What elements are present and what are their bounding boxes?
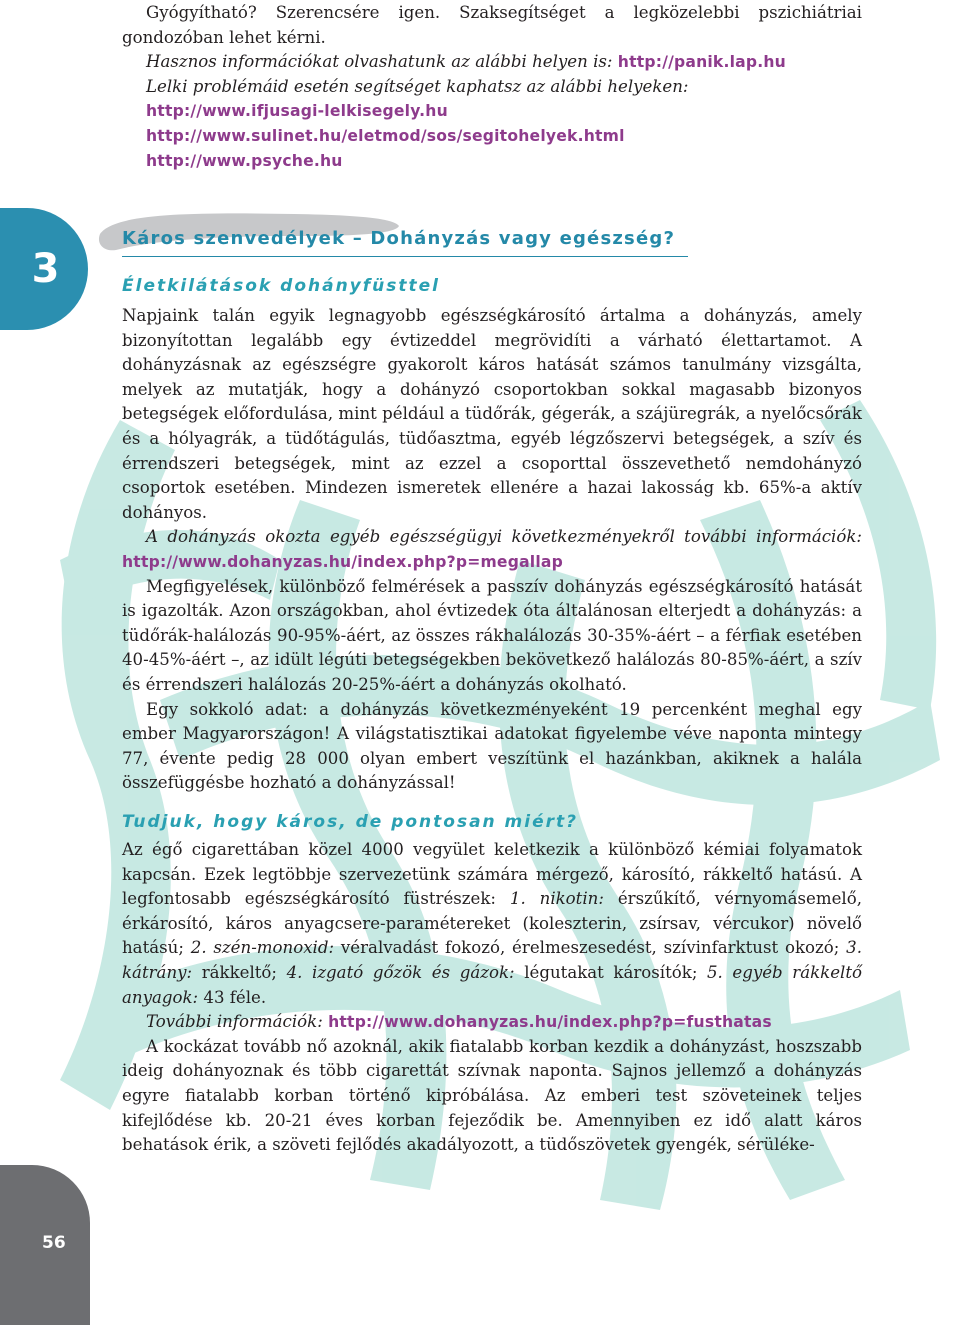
more-info-label-1: A dohányzás okozta egyéb egészségügyi következményekről további információk: (146, 527, 862, 547)
info-label: Hasznos információkat olvashatunk az alábbi helyen is: (146, 52, 613, 72)
item-katrany: 3. kátrány: (122, 938, 862, 982)
chapter-title-underline (122, 256, 688, 257)
dohanyzas-megallap-link[interactable]: http://www.dohanyzas.hu/index.php?p=megallap (122, 552, 563, 571)
help-label: Lelki problémáid esetén segítséget kaphatsz az alábbi helyeken: (146, 76, 689, 96)
section2-paragraph-1: Az égő cigarettában közel 4000 vegyület keletkezik a különböző kémiai folyamatok kapcsán. Ezek legtöbbje szervezetünk számára mérgező, károsító, rákkeltő hatású. A legfontosabb egészségkárosító füstrészek: 1. nikotin: érszűkítő, vérnyomásemelő, érkárosító, káros anyagcsere-paramétereket (koleszterin, zsírsav, vércukor) növelő hatású; 2. szén-monoxid: véralvadást fokozó, érelmeszesedést, szívinfarktust okozó; 3. kátrány: rákkeltő; 4. izgató gőzök és gázok: légutakat károsítók; 5. egyéb rákkeltő anyagok: 43 féle. (122, 840, 862, 1007)
dohanyzas-fusthatas-link[interactable]: http://www.dohanyzas.hu/index.php?p=fusthatas (328, 1013, 772, 1032)
panik-link[interactable]: http://panik.lap.hu (617, 53, 786, 72)
item-szen-monoxid: 2. szén-monoxid: (190, 938, 335, 958)
page-number-badge (0, 1165, 90, 1325)
section2-paragraph-last: A kockázat tovább nő azoknál, akik fiatalabb korban kezdik a dohányzást, hoszszabb ideig dohányoznak és több cigarettát szívnak naponta. Sajnos jellemző a dohányzás egyre fiatalabb korban történő kipróbálása. Az emberi test szöveteinek teljes kifejlődése kb. 20-21 éves korban fejeződik be. Amennyiben ez idő alatt káros behatások érik, a szöveti fejlődés akadályozott, a tüdőszövetek gyengék, sérüléke- (122, 1036, 862, 1155)
section-heading-tudjuk: Tudjuk, hogy káros, de pontosan miért? (122, 812, 579, 832)
psyche-link[interactable]: http://www.psyche.hu (146, 151, 343, 170)
info-line (122, 50, 862, 75)
ifjusagi-link[interactable]: http://www.ifjusagi-lelkisegely.hu (146, 102, 448, 121)
more-info-line-2 (122, 1010, 862, 1035)
item-izgato-gozok: 4. izgató gőzök és gázok: (286, 962, 515, 982)
page-number: 56 (42, 1233, 66, 1253)
section-heading-eletkilatasok: Életkilátások dohányfüsttel (122, 276, 440, 296)
chapter-number: 3 (31, 246, 60, 292)
more-info-line-1 (122, 525, 862, 574)
item-egyeb-rakkelto: 5. egyéb rákkeltő anyagok: (122, 962, 862, 1007)
section1-paragraph-2: Megfigyelések, különböző felmérések a passzív dohányzás egészségkárosító hatását is igazolták. Azon országokban, ahol évtizedek óta általánosan elterjedt a dohányzás: a tüdőrák-halálozás 90-95%-áért, az összes rákhalálozás 30-35%-áért – a férfiak esetében 40-45%-áért –, az idült légúti betegségekben bekövetkező halálozás 80-85%-áért, a szív és érrendszeri halálozás 20-25%-áért a dohányzás okolható. (122, 576, 862, 694)
sulinet-link[interactable]: http://www.sulinet.hu/eletmod/sos/segitohelyek.html (146, 126, 625, 145)
intro-paragraph: Gyógyítható? Szerencsére igen. Szaksegítséget a legközelebbi pszichiátriai gondozóban lehet kérni. (122, 3, 862, 47)
section1-paragraph-1: Napjaink talán egyik legnagyobb egészségkárosító ártalma a dohányzás, amely bizonyítottan legalább egy évtizeddel megrövidíti a várható élettartamot. A dohányzásnak az egészségre gyakorolt káros hatását számos tanulmány vizsgálta, melyek az mutatják, hogy a dohányzó csoportokban sokkal magasabb bizonyos betegségek előfordulása, mint például a tüdőrák, gégerák, a szájüregrák, a nyelőcsőrák és a hólyagrák, a tüdőtágulás, tüdőasztma, egyéb légzőszervi betegségek, a szív és érrendszeri betegségek, mint az ezzel a csoporttal összevethető nemdohányzó csoportok esetében. Mindezen ismeretek ellenére a hazai lakosság kb. 65%-a aktív dohányos. (122, 306, 862, 522)
more-info-label-2: További információk: (146, 1012, 323, 1032)
chapter-title: Káros szenvedélyek – Dohányzás vagy egészség? (122, 228, 676, 249)
section1-paragraph-3: Egy sokkoló adat: a dohányzás következményeként 19 percenként meghal egy ember Magyarországon! A világstatisztikai adatokat figyelembe véve naponta mintegy 77, évente pedig 28 000 olyan embert veszítünk el hazánkban, akiknek a halála összefüggésbe hozható a dohányzással! (122, 699, 862, 793)
item-nikotin: 1. nikotin: (509, 889, 604, 909)
